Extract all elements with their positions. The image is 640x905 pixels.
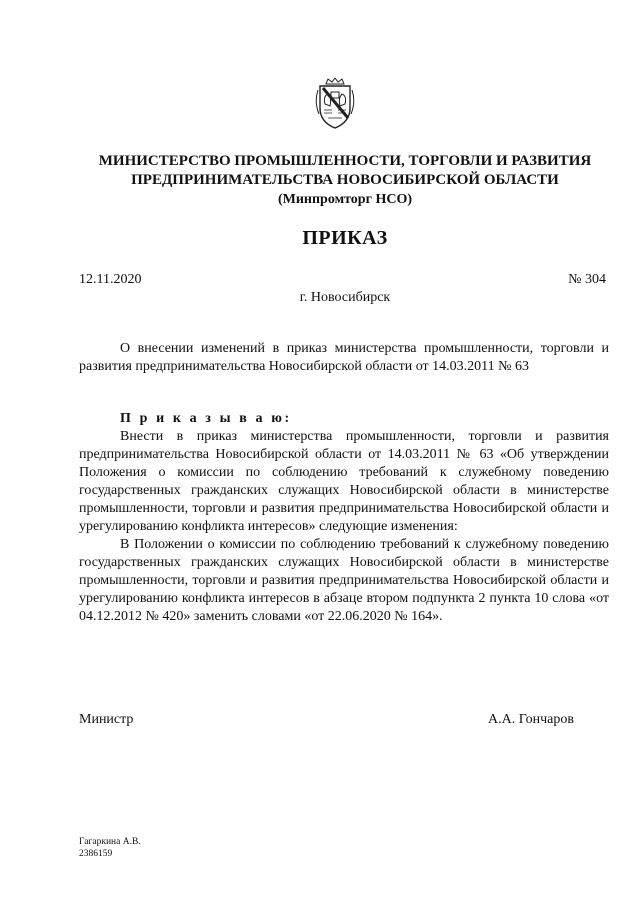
executor-info <box>79 836 141 860</box>
ministry-header <box>60 152 630 209</box>
order-paragraph-1: Внести в приказ министерства промышленности, торговли и развития предпринимательства Новосибирской области от 14.03.2011 № 63 «Об утверждении Положения о комиссии по соблюдению требований к служебному поведению государственных гражданских служащих Новосибирской области в министерстве промышленности, торговли и развития предпринимательства Новосибирской области и урегулированию конфликта интересов» следующие изменения: <box>79 429 609 534</box>
document-type: ПРИКАЗ <box>302 227 388 249</box>
signatory-position: Министр <box>79 712 134 727</box>
ministry-short-name: (Минпромторг НСО) <box>277 192 413 207</box>
order-body <box>79 410 609 626</box>
signatory-name: А.А. Гончаров <box>488 712 574 727</box>
document-date: 12.11.2020 <box>79 272 142 287</box>
executor-phone: 2386159 <box>79 849 113 859</box>
document-number: № 304 <box>568 272 606 287</box>
ministry-name-line1: МИНИСТЕРСТВО ПРОМЫШЛЕННОСТИ, ТОРГОВЛИ И РАЗВИТИЯ <box>98 153 592 169</box>
coat-of-arms-icon <box>314 78 356 130</box>
document-city: г. Новосибирск <box>299 290 391 305</box>
document-subject: О внесении изменений в приказ министерства промышленности, торговли и развития предпринимательства Новосибирской области от 14.03.2011 № 63 <box>79 341 609 374</box>
executor-name: Гагаркина А.В. <box>79 837 141 847</box>
order-paragraph-2: В Положении о комиссии по соблюдению требований к служебному поведению государственных гражданских служащих Новосибирской области в министерстве промышленности, торговли и развития предпринимательства Новосибирской области и урегулированию конфликта интересов в абзаце втором подпункта 2 пункта 10 слова «от 04.12.2012 № 420» заменить словами «от 22.06.2020 № 164». <box>79 537 609 624</box>
order-lead: П р и к а з ы в а ю: <box>120 411 292 426</box>
ministry-name-line2: ПРЕДПРИНИМАТЕЛЬСТВА НОВОСИБИРСКОЙ ОБЛАСТИ <box>131 172 559 188</box>
